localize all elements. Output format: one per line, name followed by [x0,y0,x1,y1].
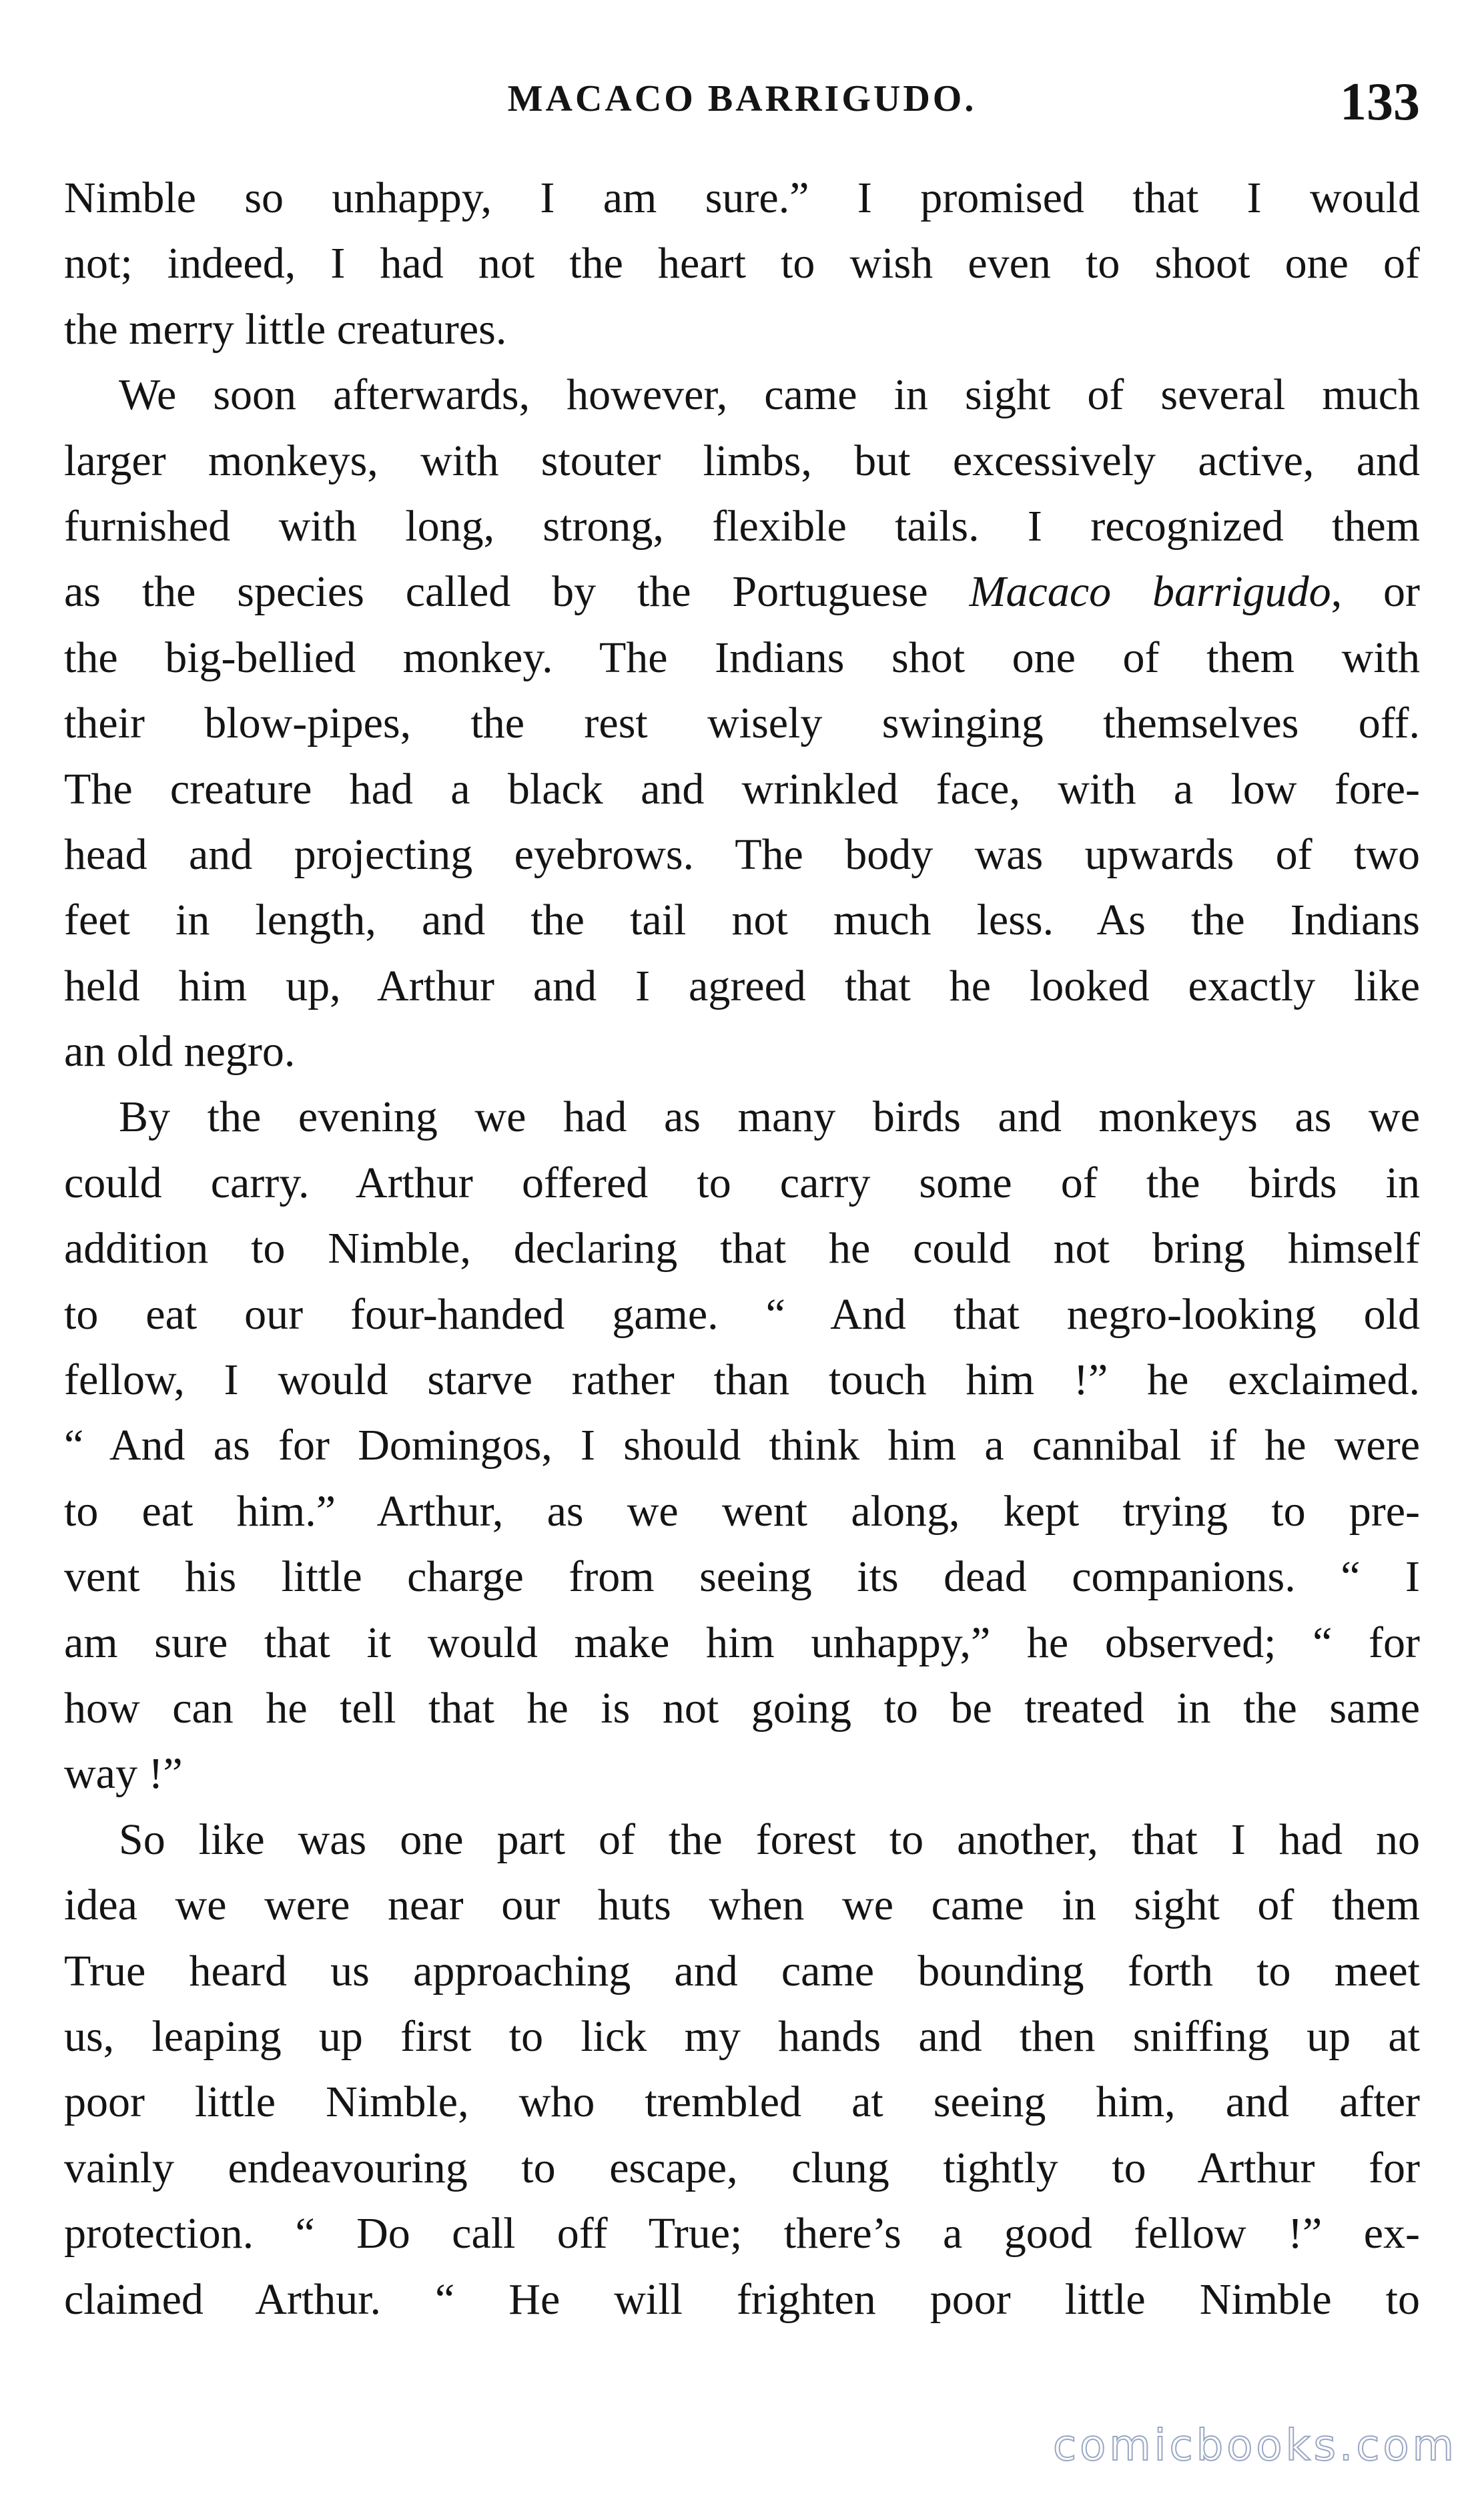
text-segment: So like was one part of the forest to another, that I had no [119,1815,1420,1864]
text-line [64,1807,1420,1873]
text-segment: an old negro. [64,1027,296,1076]
text-line [64,231,1420,296]
text-line [64,822,1420,888]
text-segment: as the species called by the Portuguese [64,567,970,617]
text-segment: protection. “ Do call off True; there’s a good fellow !” ex- [64,2209,1420,2258]
text-line [64,1610,1420,1676]
text-line [64,1544,1420,1610]
text-line [64,1151,1420,1216]
text-segment: to eat him.” Arthur, as we went along, kept trying to pre- [64,1486,1420,1536]
text-segment: By the evening we had as many birds and monkeys as we [119,1093,1420,1142]
text-line [64,1741,1420,1807]
page-header [64,72,1420,132]
text-segment: claimed Arthur. “ He will frighten poor little Nimble to [64,2274,1420,2324]
text-line [64,494,1420,559]
text-line [64,888,1420,953]
text-segment: The creature had a black and wrinkled face, with a low fore- [64,764,1420,814]
text-line [64,1347,1420,1413]
text-line [64,1019,1420,1084]
text-segment: , or [1331,567,1421,617]
text-line [64,1216,1420,1281]
text-line [64,362,1420,428]
text-segment: addition to Nimble, declaring that he could not bring himself [64,1224,1420,1273]
text-segment: True heard us approaching and came bounding forth to meet [64,1946,1420,1995]
text-segment: to eat our four-handed game. “ And that negro-looking old [64,1289,1420,1339]
page-number: 133 [1340,73,1420,131]
text-segment: vainly endeavouring to escape, clung tightly to Arthur for [64,2143,1420,2192]
text-segment: Nimble so unhappy, I am sure.” I promised that I would [64,174,1420,222]
text-segment: us, leaping up first to lick my hands and then sniffing up at [64,2011,1420,2061]
text-line [64,625,1420,691]
text-line [64,1413,1420,1478]
body-text [64,166,1420,2332]
text-line [64,1479,1420,1544]
text-segment: the merry little creatures. [64,304,507,354]
text-segment: could carry. Arthur offered to carry some of the birds in [64,1158,1420,1207]
text-line [64,1676,1420,1741]
text-segment: “ And as for Domingos, I should think him a cannibal if he were [64,1421,1420,1470]
text-line [64,2136,1420,2201]
text-segment: larger monkeys, with stouter limbs, but excessively active, and [64,436,1420,485]
text-line [64,297,1420,362]
text-segment: poor little Nimble, who trembled at seeing him, and after [64,2078,1420,2127]
text-segment: fellow, I would starve rather than touch him !” he exclaimed. [64,1355,1420,1405]
text-segment: head and projecting eyebrows. The body was upwards of two [64,830,1420,879]
text-segment: their blow-pipes, the rest wisely swinging themselves off. [64,699,1420,748]
text-line [64,2267,1420,2332]
text-line [64,954,1420,1019]
text-line [64,1282,1420,1347]
text-line [64,166,1420,231]
text-segment: furnished with long, strong, flexible tails. I recognized them [64,501,1420,551]
text-line [64,2004,1420,2070]
text-segment: not; indeed, I had not the heart to wish even to shoot one of [64,239,1420,288]
italic-text: Macaco barrigudo [969,567,1331,617]
text-segment: am sure that it would make him unhappy,” he observed; “ for [64,1618,1420,1667]
text-segment: the big-bellied monkey. The Indians shot one of them with [64,633,1420,682]
text-line [64,2201,1420,2266]
text-line [64,1084,1420,1150]
running-head: MACACO BARRIGUDO. [507,78,977,119]
text-segment: We soon afterwards, however, came in sight of several much [119,370,1420,420]
text-line [64,559,1420,625]
watermark: comicbooks.com [1052,2421,1457,2471]
text-line [64,428,1420,494]
text-segment: idea we were near our huts when we came in sight of them [64,1881,1420,1930]
text-segment: vent his little charge from seeing its dead companions. “ I [64,1552,1420,1602]
text-segment: feet in length, and the tail not much less. As the Indians [64,896,1420,945]
text-line [64,1873,1420,1938]
text-line [64,757,1420,822]
text-segment: held him up, Arthur and I agreed that he looked exactly like [64,961,1420,1010]
text-line [64,691,1420,756]
text-line [64,2070,1420,2135]
text-line [64,1939,1420,2004]
text-segment: how can he tell that he is not going to be treated in the same [64,1683,1420,1733]
text-segment: way !” [64,1749,183,1799]
